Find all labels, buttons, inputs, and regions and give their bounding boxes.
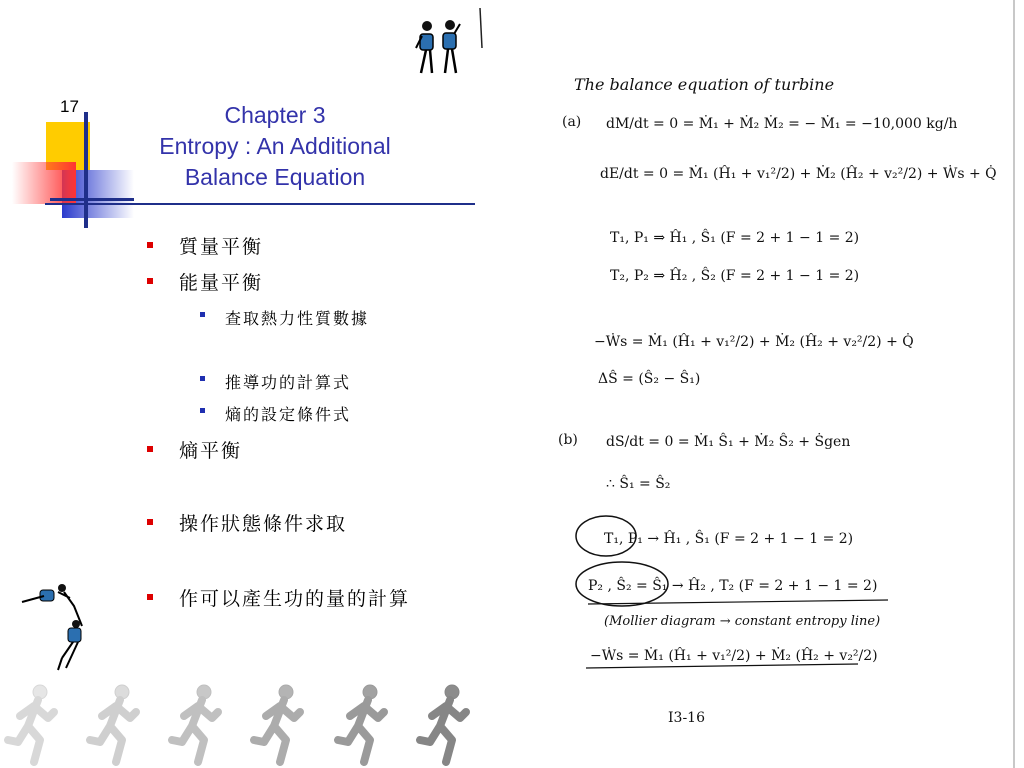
equation-a4: T₂, P₂ ⇒ Ĥ₂ , Ŝ₂ (F = 2 + 1 − 1 = 2) <box>610 268 860 284</box>
notes-heading: The balance equation of turbine <box>574 75 835 94</box>
slide-number: 17 <box>60 97 79 116</box>
runner-icon <box>172 685 218 762</box>
equation-b3: T₁, P₁ → Ĥ₁ , Ŝ₁ (F = 2 + 1 − 1 = 2) <box>604 531 854 547</box>
title-line-2: Entropy : An Additional <box>159 133 391 159</box>
part-b-label: (b) <box>558 432 578 448</box>
equation-b4: P₂ , Ŝ₂ = Ŝ₁ → Ĥ₂ , T₂ (F = 2 + 1 − 1 = 2) <box>588 578 878 594</box>
decorative-color-blocks <box>12 112 134 230</box>
runner-icon <box>8 685 54 762</box>
equation-a1: dM/dt = 0 = Ṁ₁ + Ṁ₂ Ṁ₂ = − Ṁ₁ = −10,000 kg/h <box>606 116 958 132</box>
climber-pair-icon <box>18 582 88 672</box>
runner-figures-row <box>0 678 480 768</box>
equation-a5: −Ẇs = Ṁ₁ (Ĥ₁ + v₁²/2) + Ṁ₂ (Ĥ₂ + v₂²/2) + Q̇ <box>594 334 914 350</box>
runner-icon <box>338 685 384 762</box>
title-underline <box>45 203 475 205</box>
equation-b6: −Ẇs = Ṁ₁ (Ĥ₁ + v₁²/2) + Ṁ₂ (Ĥ₂ + v₂²/2) <box>590 648 878 664</box>
page-reference: I3-16 <box>668 710 705 726</box>
runner-icon <box>420 685 466 762</box>
slide-title <box>130 100 420 193</box>
part-a-label: (a) <box>562 114 582 130</box>
equation-b2: ∴ Ŝ₁ = Ŝ₂ <box>606 476 671 492</box>
equation-a3: T₁, P₁ ⇒ Ĥ₁ , Ŝ₁ (F = 2 + 1 − 1 = 2) <box>610 230 860 246</box>
hiker-pair-icon <box>412 18 464 76</box>
equation-a2: dE/dt = 0 = Ṁ₁ (Ĥ₁ + v₁²/2) + Ṁ₂ (Ĥ₂ + v₂²/2) + Ẇs + Q̇ <box>600 166 997 182</box>
equation-b1: dS/dt = 0 = Ṁ₁ Ŝ₁ + Ṁ₂ Ŝ₂ + Ṡgen <box>606 434 851 450</box>
handwritten-notes-scan <box>478 0 1024 768</box>
title-line-1: Chapter 3 <box>224 102 326 128</box>
runner-icon <box>254 685 300 762</box>
title-line-3: Balance Equation <box>184 164 366 190</box>
runner-icon <box>90 685 136 762</box>
equation-a6: ΔŜ = (Ŝ₂ − Ŝ₁) <box>598 371 701 387</box>
equation-b5: (Mollier diagram → constant entropy line) <box>604 614 881 629</box>
